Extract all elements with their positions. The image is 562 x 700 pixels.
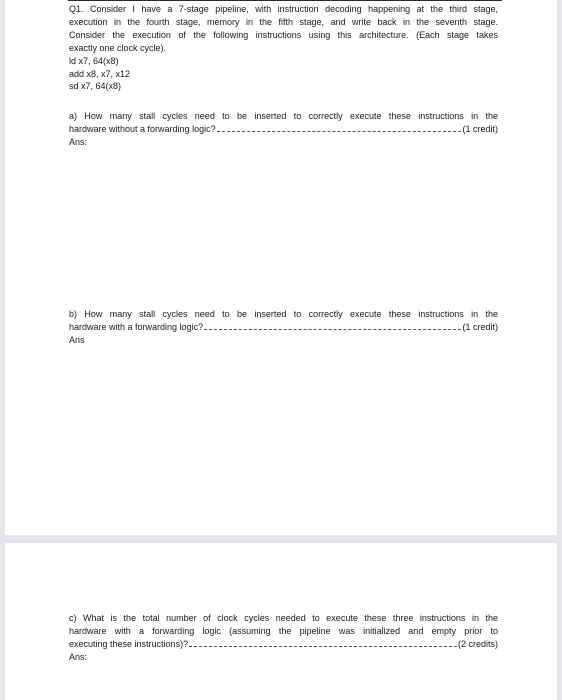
part-c-text: hardware with a forwarding logic (assuming the pipeline was initialized and empty prior to [69, 625, 498, 636]
header-rule [68, 0, 502, 1]
part-b-question [69, 308, 498, 347]
instruction-line: ld x7, 64(x8) [69, 55, 119, 66]
part-c-text: executing these instructions)? [69, 638, 189, 649]
part-b-text: b) How many stall cycles need to be inserted to correctly execute these instructions in the [69, 309, 498, 319]
part-b-prompt [69, 321, 498, 334]
document-page-1 [5, 0, 557, 535]
part-b-credit: (1 credit) [462, 321, 498, 332]
intro-line: Consider the execution of the following instructions using this architecture. (Each stage takes [69, 29, 498, 40]
part-a-text: hardware without a forwarding logic? [69, 123, 216, 134]
part-c-prompt [69, 638, 498, 651]
part-c-question [69, 612, 498, 664]
part-c-answer-label: Ans: [69, 651, 88, 662]
part-a-text: a) How many stall cycles need to be inserted to correctly execute these instructions in the [69, 111, 498, 121]
leader-dashes [217, 131, 462, 132]
part-a-question [69, 110, 498, 149]
part-a-credit: (1 credit) [462, 123, 498, 134]
part-a-prompt [69, 123, 498, 136]
instruction-line: add x8, x7, x12 [69, 68, 131, 79]
question-intro [69, 3, 498, 93]
intro-line: Q1. Consider I have a 7-stage pipeline, with instruction decoding happening at the third stage, [69, 4, 498, 14]
leader-dashes [189, 646, 457, 647]
part-b-text: hardware with a forwarding logic? [69, 321, 204, 332]
part-b-answer-label: Ans [69, 334, 85, 345]
part-a-answer-label: Ans: [69, 136, 88, 147]
leader-dashes [204, 329, 461, 330]
part-c-text: c) What is the total number of clock cycles needed to execute these three instructions in the [69, 613, 498, 623]
intro-line: exactly one clock cycle). [69, 42, 167, 53]
part-c-credit: (2 credits) [457, 638, 498, 649]
document-page-2 [5, 543, 557, 700]
intro-line: execution in the fourth stage, memory in the fifth stage, and write back in the seventh stage. [69, 16, 498, 27]
instruction-line: sd x7, 64(x8) [69, 81, 122, 92]
